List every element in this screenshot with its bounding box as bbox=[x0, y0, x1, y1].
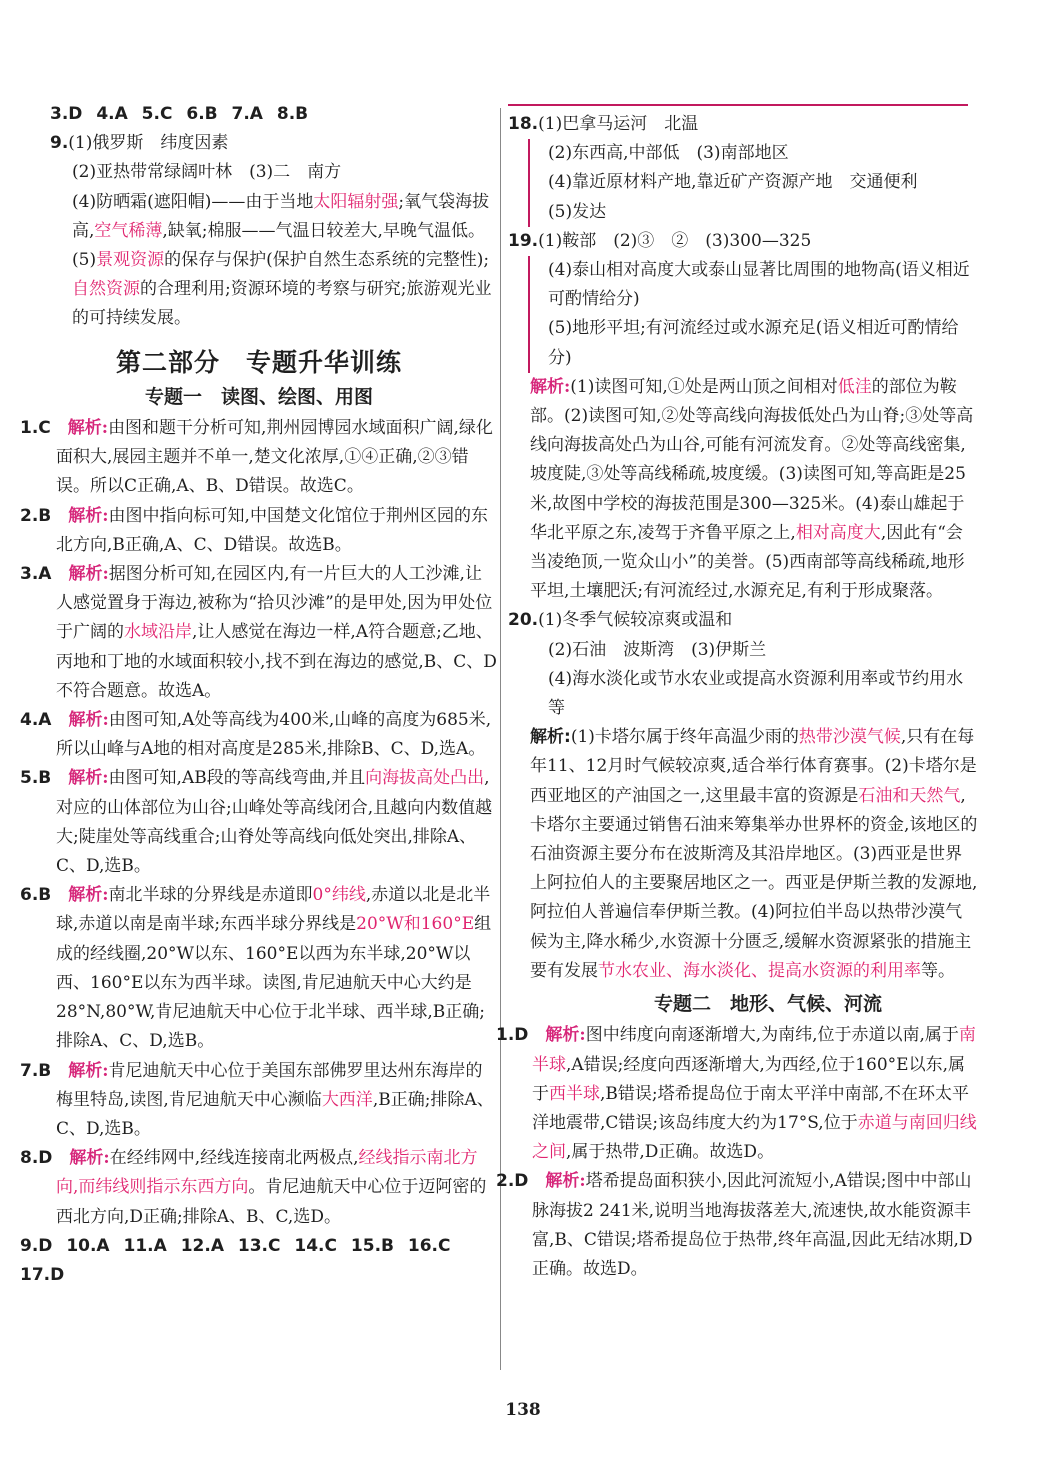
q9-part5: (5)景观资源的保存与保护(保护自然生态系统的完整性);自然资源的合理利用;资源环境的考察与研究;旅游观光业的可持续发展。 bbox=[72, 250, 492, 329]
keyword: 赤道与南回归线之间 bbox=[532, 1112, 977, 1163]
topic2-question-2: 2.D 解析:塔希提岛面积狭小,因此河流短小,A错误;图中中部山脉海拔2 241米,说明当地海拔落差大,流速快,故水能资源丰富,B、C错误;塔希提岛位于热带,终年高温,因此无结冰期,D正确。故选D。 bbox=[496, 1171, 973, 1279]
q20-explanation: 解析:(1)卡塔尔属于终年高温少雨的热带沙漠气候,只有在每年11、12月时气候较凉爽,适合举行体育赛事。(2)卡塔尔是西亚地区的产油国之一,这里最丰富的资源是石油和天然气,卡塔尔主要通过销售石油来筹集举办世界杯的资金,该地区的石油资源主要分布在波斯湾及其沿岸地区。(3)西亚是世界上阿拉伯人的主要聚居地区之一。西亚是伊斯兰教的发源地,阿拉伯人普遍信奉伊斯兰教。(4)阿拉伯半岛以热带沙漠气候为主,降水稀少,水资源十分匮乏,缓解水资源紧张的措施主要有发展节水农业、海水淡化、提高水资源的利用率等。 bbox=[530, 727, 978, 981]
topic1-question: 2.B 解析:由图中指向标可知,中国楚文化馆位于荆州区园的东北方向,B正确,A、C、D错误。故选B。 bbox=[20, 505, 488, 555]
page-number: 138 bbox=[505, 1400, 541, 1420]
topic1-question: 1.C 解析:由图和题干分析可知,荆州园博园水域面积广阔,绿化面积大,展园主题并不单一,楚文化浓厚,①④正确,②③错误。所以C正确,A、B、D错误。故选C。 bbox=[20, 418, 493, 497]
explanation-label: 解析: bbox=[68, 768, 109, 789]
keyword: 相对高度大 bbox=[795, 522, 881, 543]
topic1-question: 3.A 解析:据图分析可知,在园区内,有一片巨大的人工沙滩,让人感觉置身于海边,被称为“拾贝沙滩”的是甲处,因为甲处位于广阔的水域沿岸,让人感觉在海边一样,A符合题意;乙地、丙地和丁地的水域面积较小,找不到在海边的感觉,B、C、D不符合题意。故选A。 bbox=[20, 564, 497, 701]
answers-last: 17.D bbox=[20, 1264, 65, 1285]
explanation-label: 解析: bbox=[68, 885, 109, 906]
keyword: 太阳辐射强 bbox=[313, 191, 399, 212]
keyword: 大西洋 bbox=[321, 1089, 373, 1110]
q9-part4: (4)防晒霜(遮阳帽)——由于当地太阳辐射强;氧气袋海拔高,空气稀薄,缺氧;棉服——气温日较差大,早晚气温低。 bbox=[72, 191, 490, 241]
topic1-title: 专题一 读图、绘图、用图 bbox=[144, 385, 373, 408]
q9-part1: (1)俄罗斯 纬度因素 bbox=[68, 133, 229, 154]
explanation-label: 解析: bbox=[545, 1171, 586, 1192]
keyword: 20°W和160°E bbox=[356, 914, 475, 935]
explanation-label: 解析: bbox=[67, 418, 109, 439]
answers-bottom: 9.D 10.A 11.A 12.A 13.C 14.C 15.B 16.C bbox=[20, 1235, 451, 1256]
topic1-question: 7.B 解析:肯尼迪航天中心位于美国东部佛罗里达州东海岸的梅里特岛,读图,肯尼迪航天中心濒临大西洋,B正确;排除A、C、D,选B。 bbox=[20, 1060, 494, 1139]
keyword: 水域沿岸 bbox=[124, 622, 192, 643]
keyword: 景观资源 bbox=[96, 250, 165, 271]
explanation-label: 解析: bbox=[530, 727, 571, 748]
keyword: 0°纬线 bbox=[312, 885, 366, 906]
topic1-question: 6.B 解析:南北半球的分界线是赤道即0°纬线,赤道以北是北半球,赤道以南是南半球;东西半球分界线是20°W和160°E组成的经线圈,20°W以东、160°E以西为东半球,20°W以西、160°E以东为西半球。读图,肯尼迪航天中心大约是28°N,80°W,肯尼迪航天中心位于北半球、西半球,B正确;排除A、C、D,选B。 bbox=[20, 885, 492, 1052]
keyword: 空气稀薄 bbox=[94, 220, 163, 241]
topic1-question: 8.D 解析:在经纬网中,经线连接南北两极点,经线指示南北方向,而纬线则指示东西方向。肯尼迪航天中心位于迈阿密的西北方向,D正确;排除A、B、C,选D。 bbox=[20, 1148, 487, 1227]
explanation-label: 解析: bbox=[68, 1060, 109, 1081]
right-column bbox=[496, 110, 978, 1284]
q9-number: 9. bbox=[50, 133, 69, 154]
part-title: 第二部分 专题升华训练 bbox=[115, 347, 402, 377]
keyword: 南半球 bbox=[532, 1025, 976, 1075]
keyword: 经线指示南北方向,而纬线则指示东西方向 bbox=[56, 1148, 478, 1198]
left-column bbox=[20, 100, 498, 1290]
topic2-title: 专题二 地形、气候、河流 bbox=[653, 993, 882, 1016]
explanation-label: 解析: bbox=[68, 564, 109, 585]
q9-part2: (2)亚热带常绿阔叶林 (3)二 南方 bbox=[72, 162, 342, 183]
topic1-question: 4.A 解析:由图可知,A处等高线为400米,山峰的高度为685米,所以山峰与A地的相对高度是285米,排除B、C、D,选A。 bbox=[20, 710, 492, 760]
keyword: 自然资源 bbox=[72, 279, 140, 300]
answers-top: 3.D 4.A 5.C 6.B 7.A 8.B bbox=[50, 104, 309, 124]
topic2-question-1: 1.D 解析:图中纬度向南逐渐增大,为南纬,位于赤道以南,属于南半球,A错误;经度向西逐渐增大,为西经,位于160°E以东,属于西半球,B错误;塔希提岛位于南太平洋中南部,不在环太平洋地震带,C错误;该岛纬度大约为17°S,位于赤道与南回归线之间,属于热带,D正确。故选D。 bbox=[496, 1025, 977, 1163]
question-18: 18.(1)巴拿马运河 北温 (2)东西高,中部低 (3)南部地区 (4)靠近原材料产地,靠近矿产资源产地 交通便利 (5)发达 bbox=[508, 110, 978, 227]
question-20: 20.(1)冬季气候较凉爽或温和 (2)石油 波斯湾 (3)伊斯兰 (4)海水淡化或节水农业或提高水资源利用率或节约用水等 解析:(1)卡塔尔属于终年高温少雨的热带沙漠气候,只有在每年11、12月时气候较凉爽,适合举行体育赛事。(2)卡塔尔是西亚地区的产油国之一,这里最丰富的资源是石油和天然气,卡塔尔主要通过销售石油来筹集举办世界杯的资金,该地区的石油资源主要分布在波斯湾及其沿岸地区。(3)西亚是世界上阿拉伯人的主要聚居地区之一。西亚是伊斯兰教的发源地,阿拉伯人普遍信奉伊斯兰教。(4)阿拉伯半岛以热带沙漠气候为主,降水稀少,水资源十分匮乏,缓解水资源紧张的措施主要有发展节水农业、海水淡化、提高水资源的利用率等。 bbox=[508, 606, 978, 986]
topic1-question: 5.B 解析:由图可知,AB段的等高线弯曲,并且向海拔高处凸出,对应的山体部位为山谷;山峰处等高线闭合,且越向内数值越大;陡崖处等高线重合;山脊处等高线向低处突出,排除A、C、D,选B。 bbox=[20, 768, 493, 877]
explanation-label: 解析: bbox=[68, 710, 109, 731]
q19-explanation: 解析:(1)读图可知,①处是两山顶之间相对低洼的部位为鞍部。(2)读图可知,②处等高线向海拔低处凸为山脊;③处等高线向海拔高处凸为山谷,可能有河流发育。②处等高线密集,坡度陡,③处等高线稀疏,坡度缓。(3)读图可知,等高距是25米,故图中学校的海拔范围是300—325米。(4)泰山雄起于华北平原之东,凌驾于齐鲁平原之上,相对高度大,因此有“会当凌绝顶,一览众山小”的美誉。(5)西南部等高线稀疏,地形平坦,土壤肥沃;有河流经过,水源充足,有利于形成聚落。 bbox=[530, 376, 974, 602]
question-9 bbox=[20, 129, 498, 333]
keyword: 西半球 bbox=[549, 1083, 600, 1104]
explanation-label: 解析: bbox=[68, 505, 109, 526]
keyword: 石油和天然气 bbox=[858, 785, 961, 806]
explanation-label: 解析: bbox=[530, 376, 571, 397]
keyword: 节水农业、海水淡化、提高水资源的利用率 bbox=[598, 960, 921, 981]
question-19: 19.(1)鞍部 (2)③ ② (3)300—325 (4)泰山相对高度大或泰山显著比周围的地物高(语义相近可酌情给分) (5)地形平坦;有河流经过或水源充足(语义相近可酌情给分) 解析:(1)读图可知,①处是两山顶之间相对低洼的部位为鞍部。(2)读图可知,②处等高线向海拔低处凸为山脊;③处等高线向海拔高处凸为山谷,可能有河流发育。②处等高线密集,坡度陡,③处等高线稀疏,坡度缓。(3)读图可知,等高距是25米,故图中学校的海拔范围是300—325米。(4)泰山雄起于华北平原之东,凌驾于齐鲁平原之上,相对高度大,因此有“会当凌绝顶,一览众山小”的美誉。(5)西南部等高线稀疏,地形平坦,土壤肥沃;有河流经过,水源充足,有利于形成聚落。 bbox=[508, 227, 978, 607]
explanation-label: 解析: bbox=[545, 1025, 586, 1046]
topic1-items bbox=[20, 414, 498, 1232]
keyword: 热带沙漠气候 bbox=[798, 727, 901, 748]
keyword: 向海拔高处凸出 bbox=[365, 768, 485, 789]
top-rule bbox=[508, 104, 968, 106]
keyword: 低洼 bbox=[837, 376, 872, 397]
explanation-label: 解析: bbox=[69, 1148, 110, 1169]
